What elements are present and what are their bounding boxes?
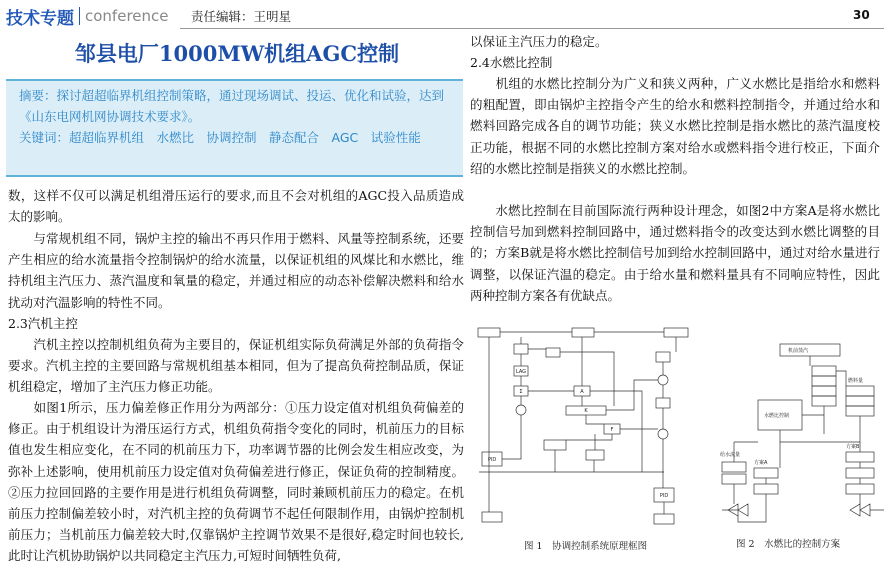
fig2-label-top: 机前蒸汽	[788, 348, 809, 354]
fig1-block-input-3	[664, 328, 688, 337]
fig2-left-3	[754, 468, 778, 478]
fig1-block-f1	[514, 344, 528, 354]
fig1-label-pid-left: PID	[487, 457, 497, 463]
keywords-text: 关键词：超超临界机组 水燃比 协调控制 静态配合 AGC 试验性能	[19, 130, 421, 145]
fig2-right-5	[846, 468, 874, 478]
left-paragraph-2: 与常规机组不同，锅炉主控的输出不再只作用于燃料、风量等控制系统，还要产生相应的给水流量指令控制锅炉的给水流量，以保证机组的风煤比和水燃比，维持机组主汽压力、蒸汽温度和氧量的稳定，并通过相应的动态补偿解决燃料和给水扰动对汽温影响的特性不同。	[8, 231, 464, 310]
left-paragraph-1: 数，这样不仅可以满足机组滑压运行的要求,而且不会对机组的AGC投入品质造成太的影响。	[8, 188, 464, 225]
fig2-stack-3	[812, 386, 836, 396]
abstract-text: 摘要：探讨超超临界机组控制策略，通过现场调试、投运、优化和试验，达到《山东电网机网协调技术要求》。	[19, 88, 445, 124]
abstract-box	[6, 79, 463, 177]
section-heading-2-4: 2.4水燃比控制	[470, 55, 553, 70]
fig1-label-sum: Σ	[519, 389, 523, 395]
left-paragraph-4: 如图1所示，压力偏差修正作用分为两部分：①压力设定值对机组负荷偏差的修正。由于机组设计为滑压运行方式，机组负荷指令变化的同时，机前压力的目标值也发生相应变化，在不同的机前压力下，功率调节器的比例会发生相应改变，为弥补上述影响，使用机前压力设定值对负荷偏差进行修正，保证负荷的控制精度。②压力拉回回路的主要作用是进行机组负荷调整，同时兼顾机前压力的稳定。在机前压力控制偏差较小时，对汽机主控的负荷调节不起任何限制作用，由锅炉控制机前压力；当机前压力偏差较大时,仅靠锅炉主控调节效果不是很好,稳定时间也较长,此时让汽机协助锅炉以共同稳定主汽压力,可短时间牺牲负荷,	[8, 400, 464, 564]
brand-banner	[6, 5, 169, 27]
page-number: 30	[853, 8, 870, 22]
fig2-left-2	[722, 474, 746, 484]
fig2-stack-2	[812, 376, 836, 386]
fig2-valve-right	[850, 504, 870, 516]
left-paragraph-3: 汽机主控以控制机组负荷为主要目的，保证机组实际负荷满足外部的负荷指令要求。汽机主控的主要回路与常规机组基本相同，但为了提高负荷控制品质，保证机组稳定，增加了主汽压力修正功能。	[8, 337, 464, 395]
brand-subtitle: conference	[85, 7, 169, 25]
fig1-signal-lines	[479, 332, 676, 514]
fig2-stack-4	[812, 396, 836, 406]
fig1-block-output-right	[654, 514, 674, 524]
fig1-label-k: K	[584, 408, 588, 414]
fig1-block-input-1	[478, 328, 500, 337]
fig2-stack-1	[812, 366, 836, 376]
fig1-label-f: F	[610, 427, 614, 433]
fig1-block-output-left	[482, 512, 502, 522]
figure-1-caption: 图 1 协调控制系统原理框图	[524, 541, 648, 552]
fig2-label-right: 燃料量	[848, 378, 864, 384]
header-rule	[180, 28, 884, 29]
fig2-right-2	[846, 396, 874, 406]
fig1-block-mid-2	[544, 440, 566, 450]
fig2-right-4	[846, 452, 874, 462]
fig1-label-pid-right: PID	[659, 493, 669, 499]
right-paragraph-2: 机组的水燃比控制分为广义和狭义两种，广义水燃比是指给水和燃料的粗配置，即由锅炉主控指令产生的给水和燃料控制指令，并通过给水和燃料回路完成各自的调节功能；狭义水燃比控制是指水燃比的蒸汽温度校正功能，根据不同的水燃比控制方案对给水或燃料指令进行校正，下面介绍的水燃比控制是指狭义的水燃比控制。	[470, 76, 880, 176]
editor-credit: 责任编辑：王明星	[191, 9, 292, 24]
fig2-label-b: 方案B	[846, 444, 860, 450]
article-title: 邹县电厂1000MW机组AGC控制	[74, 41, 400, 66]
fig1-label-a: A	[580, 389, 584, 395]
fig2-right-1	[846, 386, 874, 396]
fig2-right-3	[846, 406, 874, 416]
fig1-block-right-1	[656, 352, 670, 362]
fig1-block-right-2	[656, 398, 670, 408]
brand-divider	[79, 7, 80, 25]
right-paragraph-1: 以保证主汽压力的稳定。	[470, 34, 608, 49]
figure-2-caption: 图 2 水燃比的控制方案	[736, 539, 841, 550]
fig1-block-mid-1	[546, 348, 560, 357]
fig2-left-4	[754, 484, 778, 494]
fig1-label-lag: LAG	[515, 369, 527, 375]
brand-title: 技术专题	[6, 8, 74, 29]
fig1-node-1	[516, 405, 526, 415]
figure-1-diagram	[474, 322, 714, 530]
fig1-node-3	[658, 429, 668, 439]
section-heading-2-3: 2.3汽机主控	[8, 316, 78, 331]
fig2-left-1	[722, 462, 746, 472]
fig2-label-controller: 水燃比控制	[764, 413, 790, 419]
fig1-block-mid-3	[586, 450, 604, 460]
right-paragraph-3: 水燃比控制在目前国际流行两种设计理念，如图2中方案A是将水燃比控制信号加到燃料控制回路中，通过燃料指令的改变达到水燃比调整的目的；方案B就是将水燃比控制信号加到给水控制回路中，通过对给水量进行调整，以保证汽温的稳定。由于给水量和燃料量具有不同响应特性，因此两种控制方案各有优缺点。	[470, 203, 880, 303]
fig1-node-2	[658, 375, 668, 385]
fig2-label-left: 给水流量	[720, 452, 741, 458]
fig1-block-input-2	[572, 328, 594, 337]
fig2-label-a: 方案A	[754, 460, 768, 466]
figure-2-diagram	[718, 342, 886, 530]
fig2-right-6	[846, 484, 874, 494]
